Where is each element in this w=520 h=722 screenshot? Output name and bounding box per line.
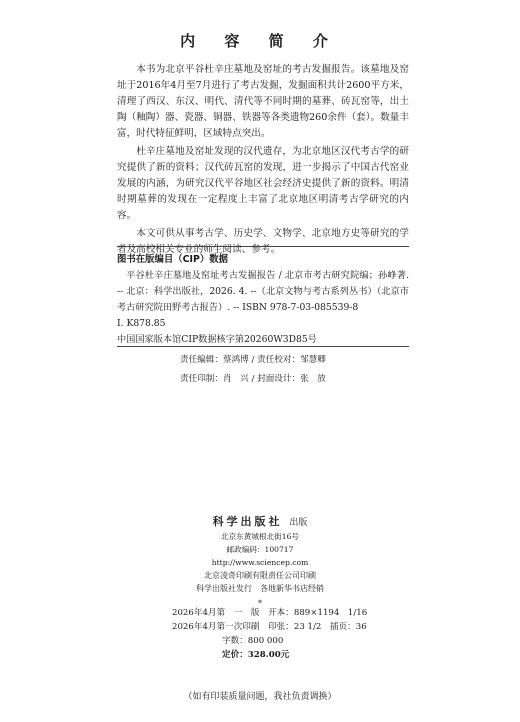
publisher-address: 北京东黄城根北街16号 [220,532,299,541]
cip-classification: Ⅰ. K878.85 [117,318,166,329]
page-title: 内 容 简 介 [180,32,340,50]
publisher-block [0,515,520,612]
divider [117,246,409,247]
publisher-postcode: 邮政编码：100717 [226,545,294,554]
publisher-name: 科学出版社 [212,515,283,528]
edition-info: 2026年4月第 一 版 开本：889×1194 1/16 [172,608,368,618]
price: 定价：328.00元 [222,650,290,660]
publisher-website: http://www.sciencep.com [211,558,309,567]
editor-credits: 责任编辑：蔡鸿博 / 责任校对：邹慧卿 [180,355,326,365]
divider [117,346,409,347]
publisher-suffix: 出版 [289,518,308,528]
quality-notice: （如有印装质量问题，我社负责调换） [183,692,337,702]
print-credits: 责任印制：肖 兴 / 封面设计：张 放 [180,374,326,384]
content-summary [117,62,409,260]
summary-paragraph: 本书为北京平谷杜辛庄墓地及窑址的考古发掘报告。该墓地及窑址于2016年4月至7月进行了考古发掘，发掘面积共计2600平方米，清理了西汉、东汉、明代、清代等不同时期的墓葬、砖瓦窑等，出土陶（釉陶）器、瓷器、铜器、铁器等各类遗物260余件（套）。数量丰富，时代特征鲜明，区域特点突出。 [117,64,409,139]
printer-info: 北京凌奇印刷有限责任公司印刷 [204,571,316,580]
summary-paragraph: 本文可供从事考古学、历史学、文物学、北京地方史等研究的学者及高校相关专业的师生阅读、参考。 [117,228,409,255]
publisher-name-line [0,515,520,530]
distribution-info: 科学出版社发行 各地新华书店经销 [196,584,324,593]
cip-body: 平谷杜辛庄墓地及窑址考古发掘报告 / 北京市考古研究院编；孙峥著. -- 北京：科学出版社，2026. 4. --（北京文物与考古系列丛书）（北京市考古研究院田野考古报告）. -- ISBN 978-7-03-085539-8 [117,270,409,313]
cip-block [117,252,409,348]
cip-heading: 图书在版编目（CIP）数据 [117,254,228,265]
printing-info: 2026年4月第一次印刷 印张：23 1/2 插页：36 [172,622,367,632]
book-specs [172,606,422,662]
word-count: 字数：800 000 [222,636,284,646]
cip-record-number: 中国国家版本馆CIP数据核字第20260W3D85号 [117,334,317,345]
summary-paragraph: 杜辛庄墓地及窑址发现的汉代遗存，为北京地区汉代考古学的研究提供了新的资料；汉代砖瓦窑的发现，进一步揭示了中国古代窑业发展的内涵，为研究汉代平谷地区社会经济史提供了新的资料。明清时期墓葬的发现在一定程度上丰富了北京地区明清考古学研究的内容。 [117,146,409,221]
separator-star: * [258,599,262,608]
